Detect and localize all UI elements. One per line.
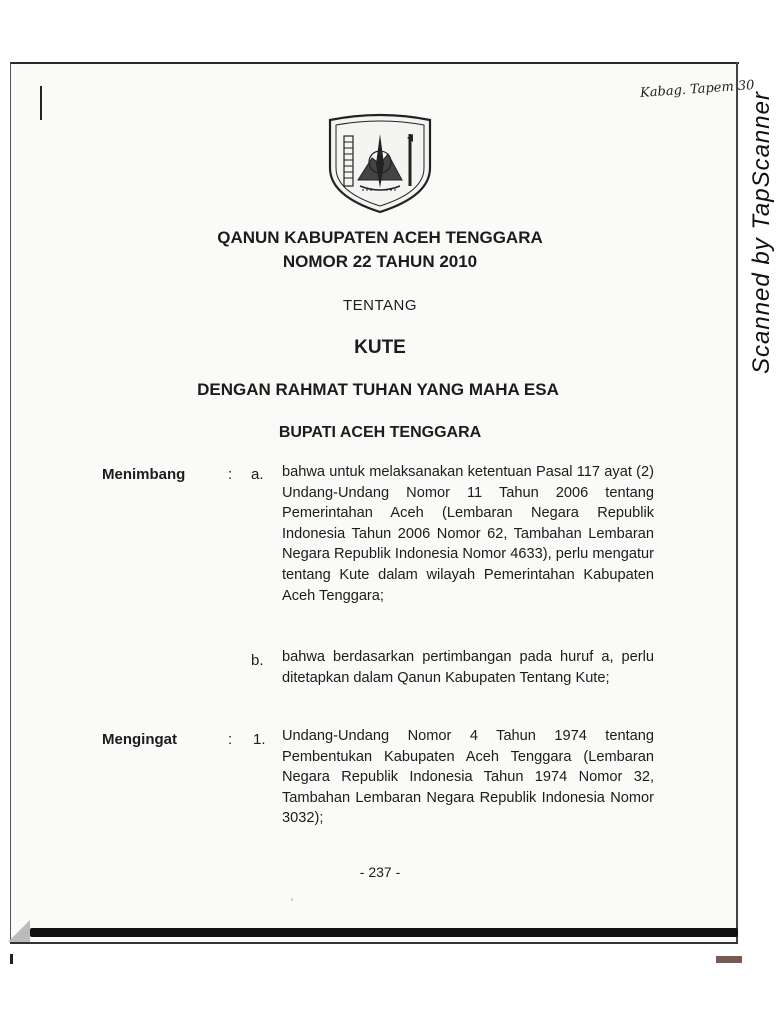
mengingat-label: Mengingat [102, 731, 177, 748]
page-corner-fold [8, 920, 30, 942]
handwritten-note: Kabag. Tapem 30 [639, 78, 755, 101]
scan-border-right [736, 62, 738, 942]
aceh-tenggara-emblem-icon [324, 114, 436, 214]
menimbang-item-b-text: bahwa berdasarkan pertimbangan pada huruf a, perlu ditetapkan dalam Qanun Kabupaten Tentang Kute; [282, 649, 654, 686]
menimbang-item-b-marker: b. [251, 652, 264, 669]
menimbang-item-a-marker: a. [251, 466, 264, 483]
preamble-line: DENGAN RAHMAT TUHAN YANG MAHA ESA [197, 380, 559, 399]
qanun-title: QANUN KABUPATEN ACEH TENGGARA [217, 228, 543, 247]
menimbang-item-a-text: bahwa untuk melaksanakan ketentuan Pasal 117 ayat (2) Undang-Undang Nomor 11 Tahun 2006 tentang Pemerintahan Aceh (Lembaran Negara Republik Indonesia Tahun 2006 Nomor 62, Tambahan Lembaran Negara Republik Indonesia Nomor 4633), perlu mengatur tentang Kute dalam wilayah Pemerintahan Kabupaten Aceh Tenggara; [282, 464, 654, 604]
scan-bottom-line [10, 942, 738, 944]
qanun-subject: KUTE [354, 337, 406, 358]
menimbang-label: Menimbang [102, 466, 186, 483]
mengingat-item-1-text: Undang-Undang Nomor 4 Tahun 1974 tentang Pembentukan Kabupaten Aceh Tenggara (Lembaran Negara Republik Indonesia Tahun 1974 Nomor 32, Tambahan Lembaran Negara Republik Indonesia Nomor 3032); [282, 728, 654, 827]
scanner-watermark: Scanned by TapScanner [748, 91, 775, 374]
page-number: - 237 - [359, 864, 401, 880]
qanun-number: NOMOR 22 TAHUN 2010 [282, 252, 478, 271]
margin-mark [40, 86, 42, 120]
scan-bottom-edge [30, 928, 738, 937]
stray-mark: ʾ [290, 896, 294, 910]
authority-line: BUPATI ACEH TENGGARA [278, 424, 482, 441]
scan-smudge [716, 956, 742, 963]
mengingat-colon: : [228, 731, 233, 748]
about-label: TENTANG [342, 297, 418, 314]
mengingat-item-1-marker: 1. [253, 731, 266, 748]
margin-mark-bottom [10, 954, 13, 964]
menimbang-colon: : [228, 466, 233, 483]
